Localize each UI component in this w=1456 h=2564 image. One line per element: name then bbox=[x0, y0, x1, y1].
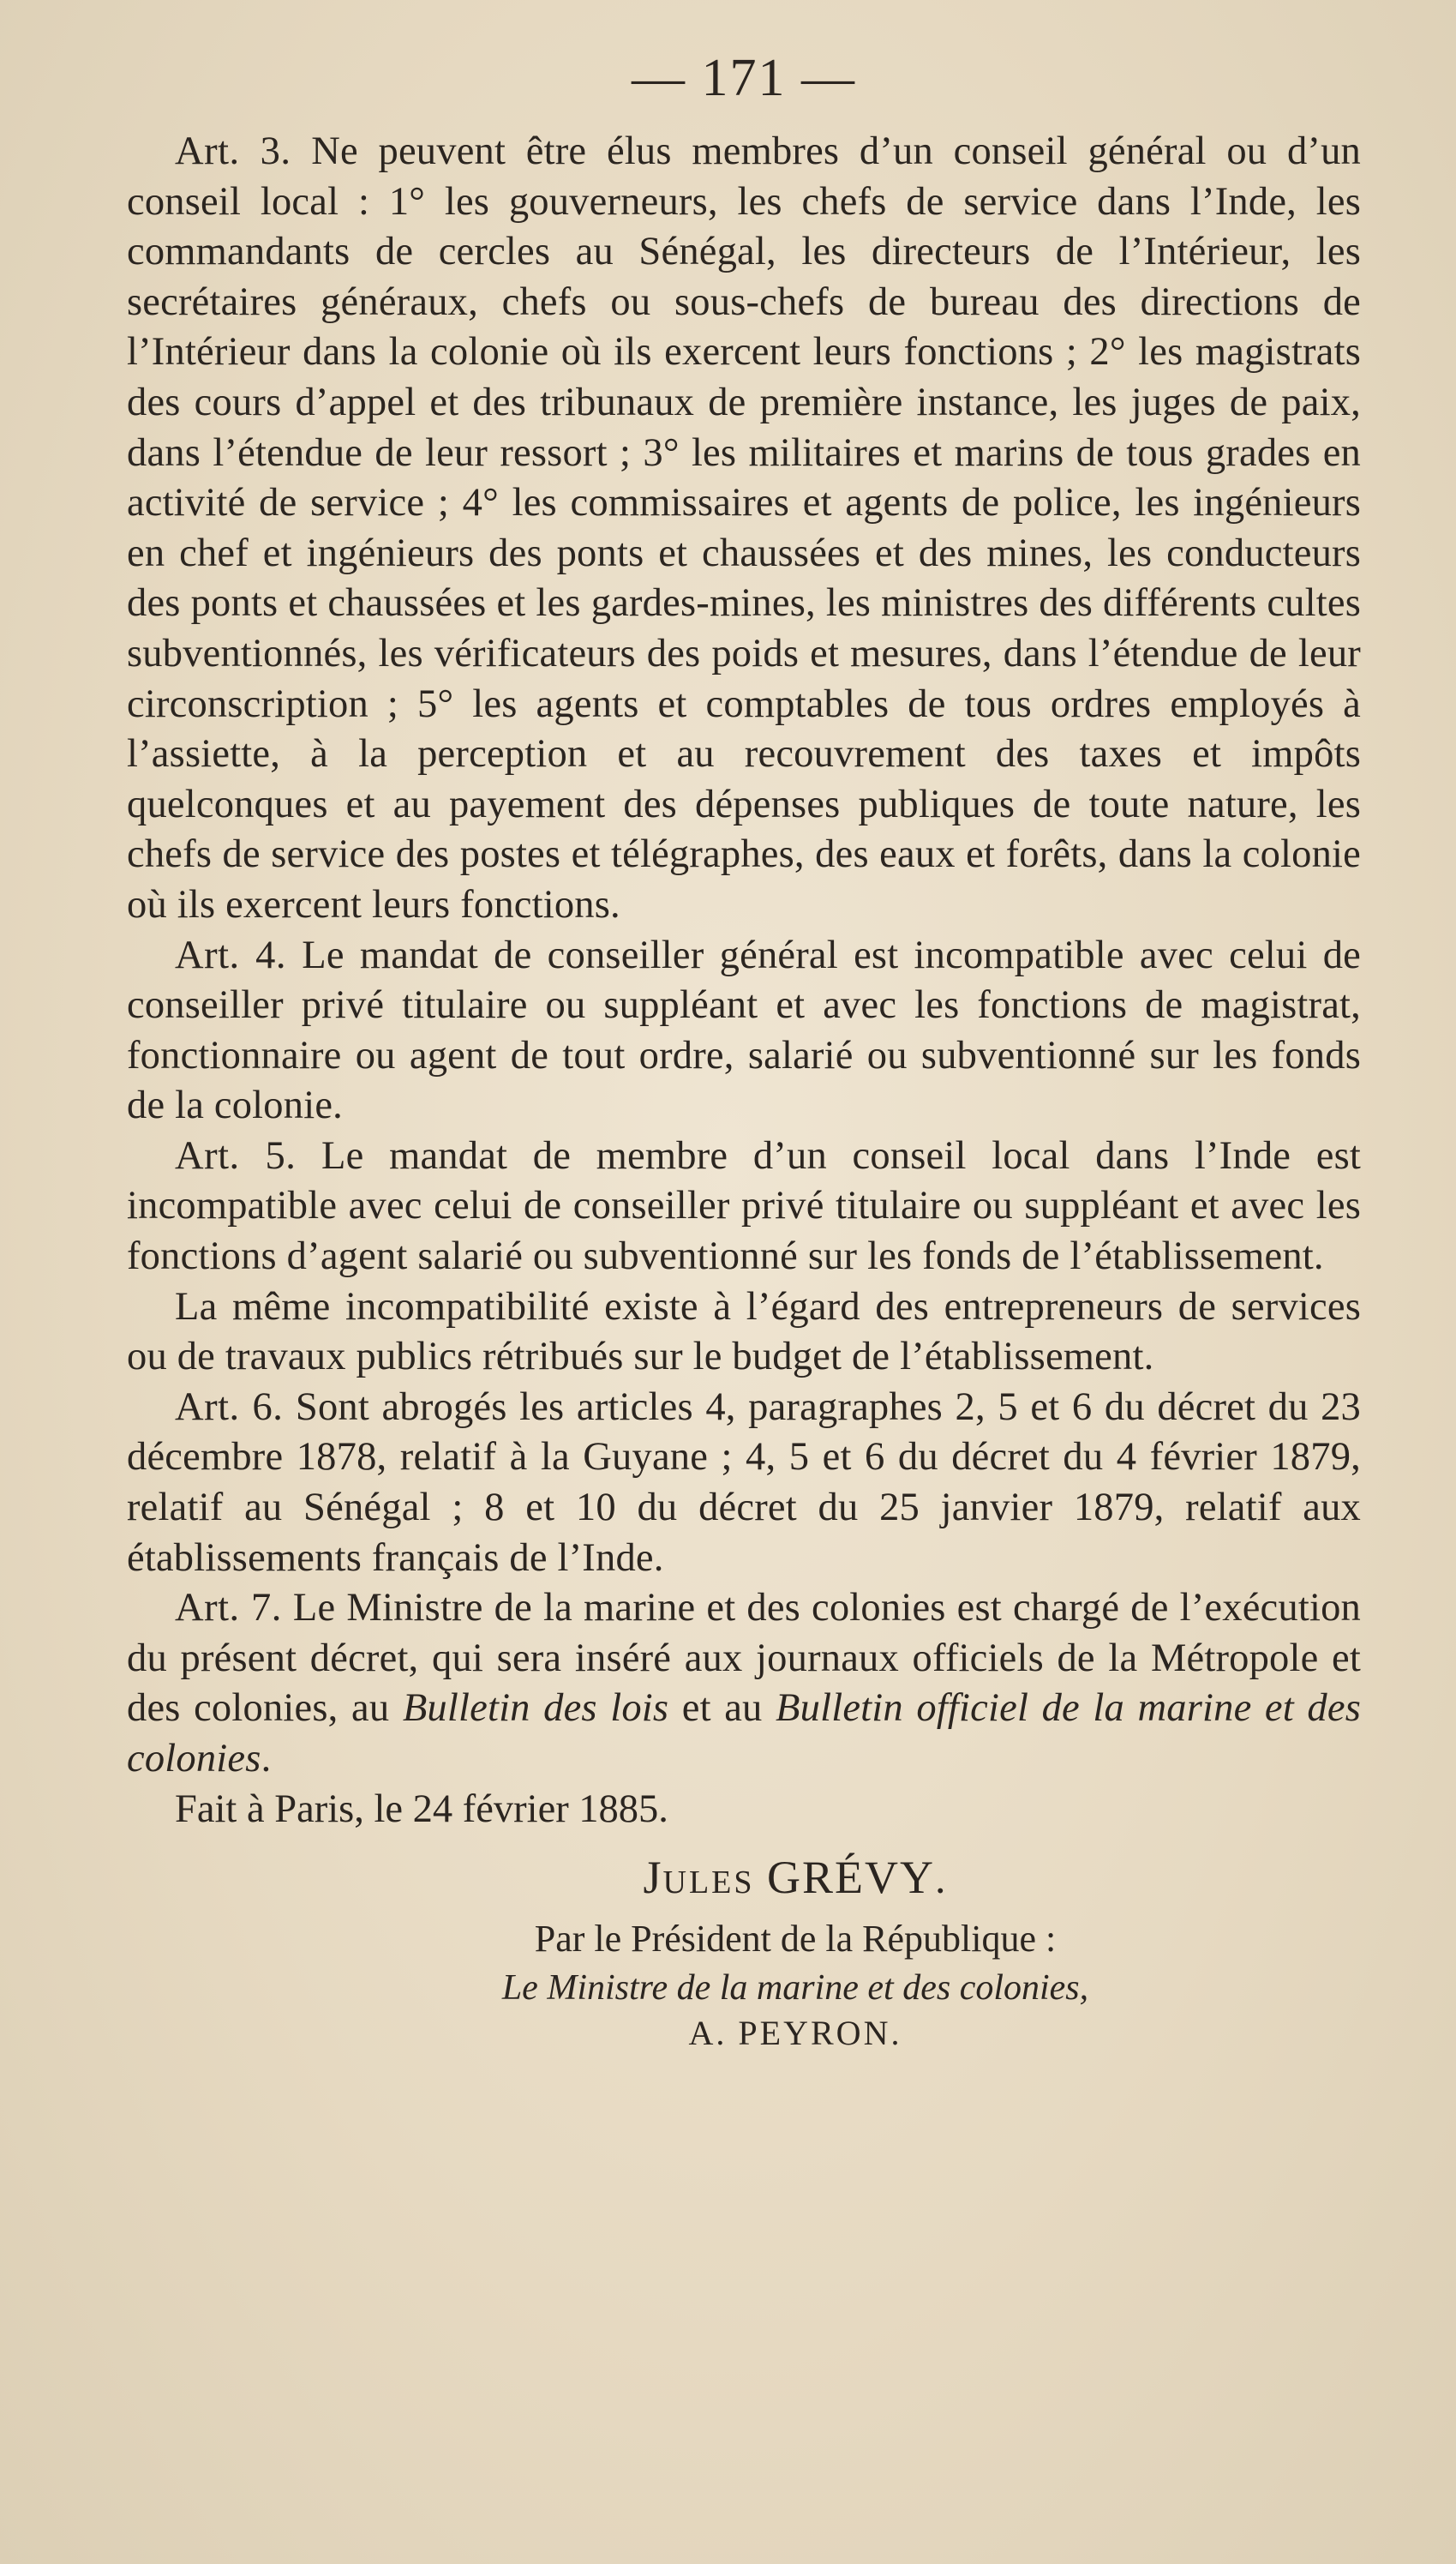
article-3 bbox=[127, 127, 1361, 931]
article-text: . bbox=[261, 1737, 272, 1780]
article-4 bbox=[127, 931, 1361, 1132]
minister-title: Le Ministre de la marine et des colonies, bbox=[501, 1968, 1089, 2009]
document-page bbox=[127, 51, 1361, 2056]
bulletin-officiel: Bulletin officiel de la marine et des colonies bbox=[127, 1686, 1361, 1780]
article-label: Art. 6. bbox=[175, 1384, 284, 1429]
article-5-continuation bbox=[127, 1282, 1361, 1383]
article-text: Le mandat de membre d’un conseil local dans l’Inde est incompatible avec celui de conseiller privé titulaire ou suppléant et avec les fonctions d’agent salarié ou subventionné sur les fonds de l’établissement. bbox=[127, 1133, 1361, 1279]
bulletin-des-lois: Bulletin des lois bbox=[402, 1686, 669, 1731]
signature-block bbox=[127, 1846, 1361, 2056]
article-text: Le mandat de conseiller général est incompatible avec celui de conseiller privé titulaire ou suppléant et avec les fonctions de magistrat, fonctionnaire ou agent de tout ordre, salarié ou subventionné sur les fonds de la colonie. bbox=[127, 933, 1361, 1128]
article-label: Art. 4. bbox=[175, 933, 287, 977]
article-label: Art. 3. bbox=[175, 129, 291, 173]
article-7 bbox=[127, 1583, 1361, 1784]
minister-name: A. PEYRON. bbox=[688, 2014, 902, 2053]
article-text: La même incompatibilité existe à l’égard des entrepreneurs de services ou de travaux publics rétribués sur le budget de l’établissement. bbox=[127, 1284, 1361, 1379]
signatory-name: JULES GRÉVY. bbox=[643, 1852, 948, 1904]
by-line: Par le Président de la République : bbox=[534, 1918, 1057, 1961]
article-5 bbox=[127, 1132, 1361, 1282]
page-number: — 171 — bbox=[632, 49, 856, 107]
article-6 bbox=[127, 1383, 1361, 1583]
article-text: et au bbox=[668, 1686, 776, 1731]
article-label: Art. 7. bbox=[175, 1586, 282, 1630]
article-label: Art. 5. bbox=[175, 1133, 297, 1178]
article-text: Sont abrogés les articles 4, paragraphes 2, 5 et 6 du décret du 23 décembre 1878, relatif à la Guyane ; 4, 5 et 6 du décret du 4 février 1879, relatif au Sénégal ; 8 et 10 du décret du 25 janvier 1879, relatif aux établissements français de l’Inde. bbox=[127, 1384, 1361, 1580]
closing-line: Fait à Paris, le 24 février 1885. bbox=[175, 1786, 668, 1831]
article-text: Le Ministre de la marine et des colonies est chargé de l’exécution du présent décret, qui sera inséré aux journaux officiels de la Métropole et des colonies, au bbox=[127, 1586, 1361, 1731]
article-text: Ne peuvent être élus membres d’un conseil général ou d’un conseil local : 1° les gouverneurs, les chefs de service dans l’Inde, les commandants de cercles au Sénégal, les directeurs de l’Intérieur, les secrétaires généraux, chefs ou sous-chefs de bureau des directions de l’Intérieur dans la colonie où ils exercent leurs fonctions ; 2° les magistrats des cours d’appel et des tribunaux de première instance, les juges de paix, dans l’étendue de leur ressort ; 3° les militaires et marins de tous grades en activité de service ; 4° les commissaires et agents de police, les ingénieurs en chef et ingénieurs des ponts et chaussées et des mines, les conducteurs des ponts et chaussées et les gardes-mines, les ministres des différents cultes subventionnés, les vérificateurs des poids et mesures, dans l’étendue de leur circonscription ; 5° les agents et comptables de tous ordres employés à l’assiette, à la perception et au recouvrement des taxes et impôts quelconques et au payement des dépenses publiques de toute nature, les chefs de service des postes et télégraphes, des eaux et forêts, dans la colonie où ils exercent leurs fonctions. bbox=[127, 129, 1361, 927]
